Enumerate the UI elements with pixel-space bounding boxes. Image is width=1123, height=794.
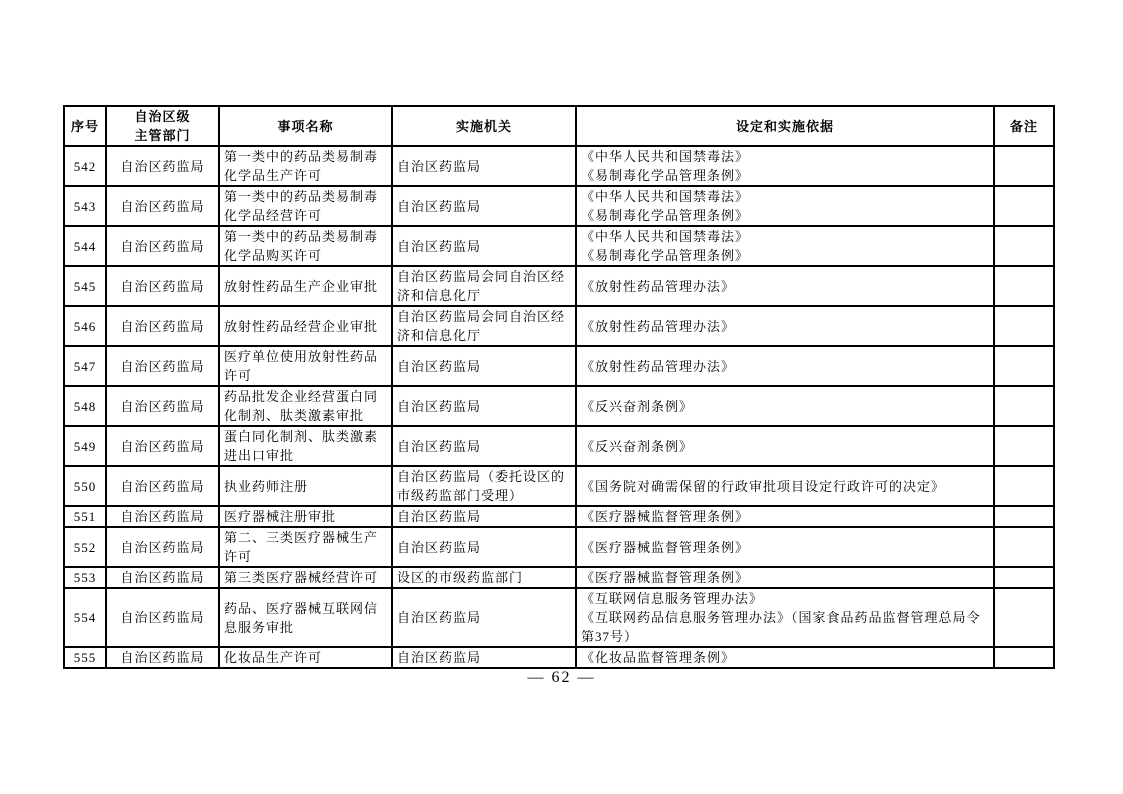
table-row: [64, 567, 1054, 588]
header-dept-line1: 自治区级: [134, 109, 191, 124]
header-row: [64, 106, 1054, 146]
basis-line: 《化妆品监督管理条例》: [581, 650, 736, 665]
header-dept: [106, 106, 219, 146]
cell-item: 放射性药品生产企业审批: [219, 266, 392, 306]
cell-note: [994, 186, 1054, 226]
basis-line: 《互联网信息服务管理办法》: [581, 591, 764, 606]
header-agency: 实施机关: [392, 106, 576, 146]
table-row: [64, 266, 1054, 306]
basis-line: 《放射性药品管理办法》: [581, 278, 736, 294]
basis-line: 《医疗器械监督管理条例》: [581, 539, 750, 555]
cell-dept: 自治区药监局: [106, 567, 219, 588]
cell-basis: [576, 588, 994, 647]
cell-agency: 自治区药监局（委托设区的市级药监部门受理）: [392, 466, 576, 506]
cell-basis: [576, 506, 994, 527]
table-row: [64, 466, 1054, 506]
cell-item: 医疗单位使用放射性药品许可: [219, 346, 392, 386]
cell-basis: [576, 346, 994, 386]
cell-basis: [576, 226, 994, 266]
cell-basis: [576, 527, 994, 567]
cell-item: 执业药师注册: [219, 466, 392, 506]
cell-agency: 自治区药监局: [392, 346, 576, 386]
basis-line: 《中华人民共和国禁毒法》: [581, 189, 750, 204]
cell-basis: [576, 466, 994, 506]
basis-line: 《医疗器械监督管理条例》: [581, 509, 750, 524]
cell-dept: 自治区药监局: [106, 306, 219, 346]
basis-line: 《中华人民共和国禁毒法》: [581, 229, 750, 244]
cell-item: 第一类中的药品类易制毒化学品购买许可: [219, 226, 392, 266]
cell-dept: 自治区药监局: [106, 346, 219, 386]
cell-no: 554: [64, 588, 106, 647]
cell-agency: 自治区药监局: [392, 588, 576, 647]
cell-dept: 自治区药监局: [106, 527, 219, 567]
cell-no: 544: [64, 226, 106, 266]
cell-no: 548: [64, 386, 106, 426]
basis-line: 《放射性药品管理办法》: [581, 358, 736, 374]
cell-agency: 自治区药监局: [392, 426, 576, 466]
cell-basis: [576, 266, 994, 306]
cell-basis: [576, 146, 994, 186]
cell-dept: 自治区药监局: [106, 506, 219, 527]
table-row: [64, 386, 1054, 426]
cell-item: 药品批发企业经营蛋白同化制剂、肽类激素审批: [219, 386, 392, 426]
cell-note: [994, 506, 1054, 527]
cell-agency: 自治区药监局: [392, 506, 576, 527]
cell-no: 553: [64, 567, 106, 588]
cell-basis: [576, 186, 994, 226]
cell-agency: 自治区药监局: [392, 527, 576, 567]
cell-item: 药品、医疗器械互联网信息服务审批: [219, 588, 392, 647]
cell-note: [994, 567, 1054, 588]
cell-note: [994, 346, 1054, 386]
cell-basis: [576, 647, 994, 668]
cell-note: [994, 426, 1054, 466]
cell-note: [994, 266, 1054, 306]
cell-agency: 自治区药监局会同自治区经济和信息化厅: [392, 266, 576, 306]
table-row: [64, 588, 1054, 647]
basis-line: 《反兴奋剂条例》: [581, 438, 694, 454]
cell-item: 放射性药品经营企业审批: [219, 306, 392, 346]
cell-agency: 自治区药监局: [392, 386, 576, 426]
cell-no: 551: [64, 506, 106, 527]
cell-no: 550: [64, 466, 106, 506]
cell-item: 第三类医疗器械经营许可: [219, 567, 392, 588]
cell-note: [994, 527, 1054, 567]
cell-note: [994, 226, 1054, 266]
table-row: [64, 226, 1054, 266]
cell-item: 第一类中的药品类易制毒化学品经营许可: [219, 186, 392, 226]
cell-no: 547: [64, 346, 106, 386]
cell-note: [994, 588, 1054, 647]
cell-no: 545: [64, 266, 106, 306]
header-item: 事项名称: [219, 106, 392, 146]
cell-basis: [576, 386, 994, 426]
cell-note: [994, 466, 1054, 506]
cell-no: 543: [64, 186, 106, 226]
cell-dept: 自治区药监局: [106, 186, 219, 226]
cell-item: 蛋白同化制剂、肽类激素进出口审批: [219, 426, 392, 466]
cell-basis: [576, 426, 994, 466]
cell-dept: 自治区药监局: [106, 426, 219, 466]
table-body: [64, 146, 1054, 668]
table-row: [64, 527, 1054, 567]
cell-basis: [576, 567, 994, 588]
cell-agency: 自治区药监局: [392, 146, 576, 186]
cell-note: [994, 386, 1054, 426]
basis-line: 《放射性药品管理办法》: [581, 318, 736, 334]
header-basis: 设定和实施依据: [576, 106, 994, 146]
cell-no: 549: [64, 426, 106, 466]
table-row: [64, 426, 1054, 466]
table-row: [64, 506, 1054, 527]
cell-item: 第一类中的药品类易制毒化学品生产许可: [219, 146, 392, 186]
cell-item: 第二、三类医疗器械生产许可: [219, 527, 392, 567]
basis-line: 《易制毒化学品管理条例》: [581, 168, 750, 183]
cell-no: 546: [64, 306, 106, 346]
cell-agency: 自治区药监局: [392, 186, 576, 226]
cell-agency: 设区的市级药监部门: [392, 567, 576, 588]
cell-item: 化妆品生产许可: [219, 647, 392, 668]
cell-basis: [576, 306, 994, 346]
header-note: 备注: [994, 106, 1054, 146]
cell-note: [994, 306, 1054, 346]
basis-line: 《国务院对确需保留的行政审批项目设定行政许可的决定》: [581, 478, 946, 494]
cell-agency: 自治区药监局会同自治区经济和信息化厅: [392, 306, 576, 346]
cell-note: [994, 146, 1054, 186]
cell-note: [994, 647, 1054, 668]
page-number: — 62 —: [527, 669, 596, 686]
cell-dept: 自治区药监局: [106, 266, 219, 306]
table-row: [64, 146, 1054, 186]
cell-no: 542: [64, 146, 106, 186]
cell-agency: 自治区药监局: [392, 647, 576, 668]
cell-dept: 自治区药监局: [106, 588, 219, 647]
basis-line: 《易制毒化学品管理条例》: [581, 248, 750, 263]
basis-line: 《医疗器械监督管理条例》: [581, 570, 750, 585]
approval-items-table: [63, 105, 1055, 669]
cell-dept: 自治区药监局: [106, 647, 219, 668]
basis-line: 《易制毒化学品管理条例》: [581, 208, 750, 223]
cell-dept: 自治区药监局: [106, 146, 219, 186]
cell-dept: 自治区药监局: [106, 466, 219, 506]
cell-agency: 自治区药监局: [392, 226, 576, 266]
cell-no: 555: [64, 647, 106, 668]
header-no: 序号: [64, 106, 106, 146]
cell-item: 医疗器械注册审批: [219, 506, 392, 527]
table-row: [64, 186, 1054, 226]
cell-dept: 自治区药监局: [106, 386, 219, 426]
cell-no: 552: [64, 527, 106, 567]
basis-line: 《中华人民共和国禁毒法》: [581, 149, 750, 164]
header-dept-line2: 主管部门: [134, 128, 191, 143]
table-row: [64, 306, 1054, 346]
table-row: [64, 647, 1054, 668]
basis-line: 《反兴奋剂条例》: [581, 398, 694, 414]
basis-line: 《互联网药品信息服务管理办法》（国家食品药品监督管理总局令第37号）: [581, 610, 981, 644]
cell-dept: 自治区药监局: [106, 226, 219, 266]
table-row: [64, 346, 1054, 386]
